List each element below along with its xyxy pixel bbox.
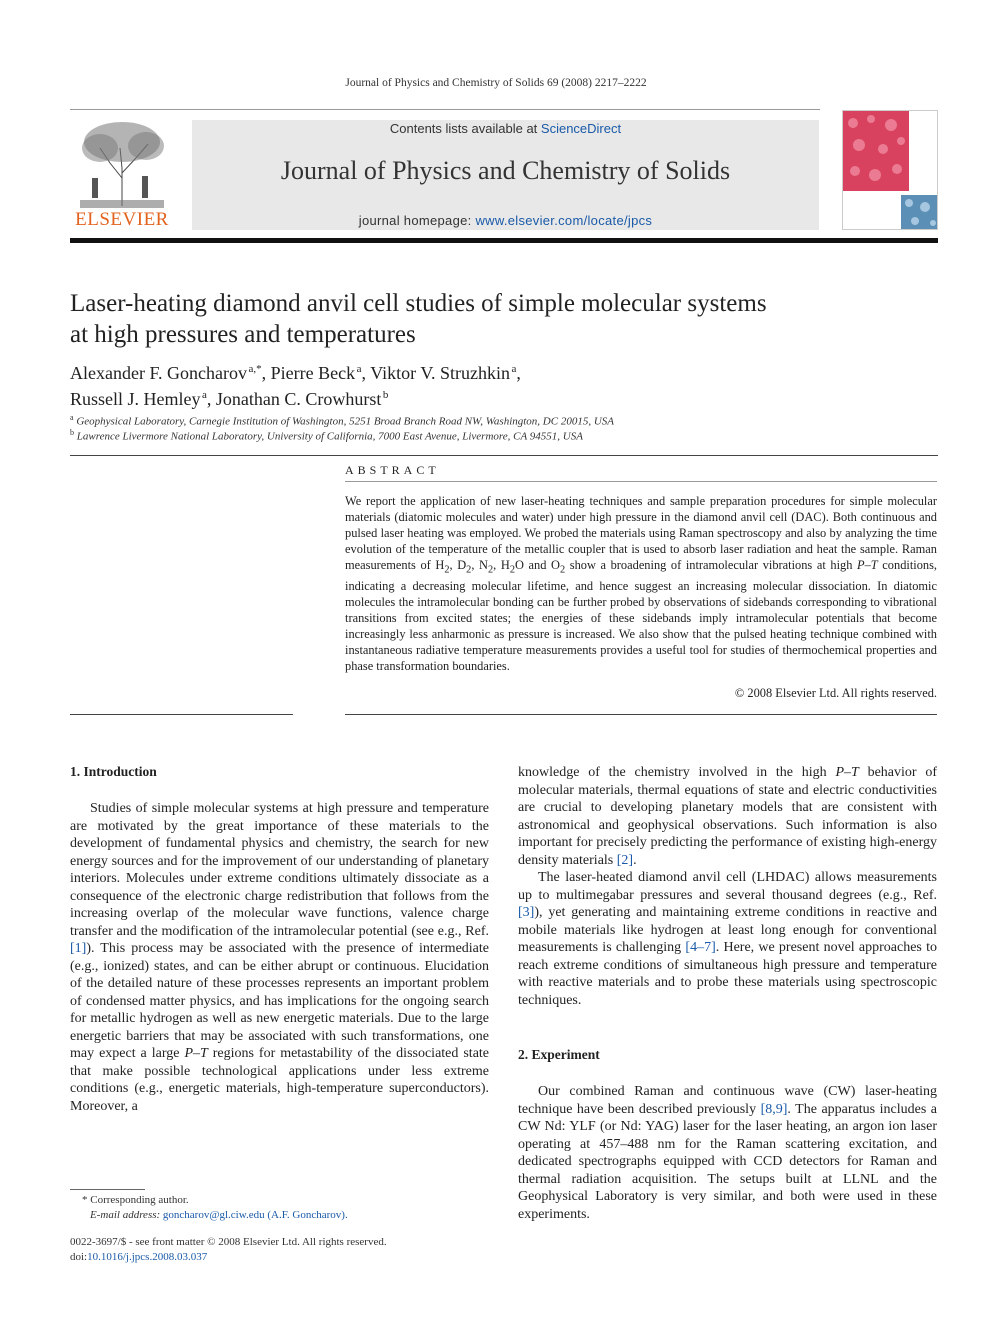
abstract-heading: ABSTRACT (345, 463, 440, 477)
author-affiliation-mark: a,* (248, 363, 262, 375)
reference-link[interactable]: [1] (70, 941, 87, 956)
email-link[interactable]: goncharov@gl.ciw.edu (A.F. Goncharov). (162, 1209, 348, 1221)
intro-continued: knowledge of the chemistry involved in the high P–T behavior of molecular materials, thermal equations of state and electric conductivities are crucial to developing planetary models that are consistent with astronomical and geophysical observations. Such information is also important for precisely predicting the performance of existing high-energy density materials [2]. The laser-heated diamond anvil cell (LHDAC) allows measurements up to multimegabar pressures and several thousand degrees (e.g., Ref. [3]), yet generating and maintaining extreme conditions in reactive and mobile materials like hydrogen at least long enough for conventional measurements is challenging [4–7]. Here, we present novel approaches to reach extreme conditions of simultaneous high pressure and temperature with reactive materials and to probe these materials using spectroscopic techniques. (518, 765, 937, 1008)
article-title (70, 288, 870, 350)
title-line-1: Laser-heating diamond anvil cell studies of simple molecular systems (70, 290, 767, 317)
author-name[interactable]: Jonathan C. Crowhurst (215, 389, 382, 409)
section-heading-introduction: 1. Introduction (70, 764, 157, 779)
contents-prefix: Contents lists available at (389, 121, 541, 136)
reference-link[interactable]: [8,9] (760, 1101, 788, 1117)
reference-link[interactable]: [2] (616, 852, 634, 868)
title-line-2: at high pressures and temperatures (70, 321, 416, 348)
author-affiliation-mark: a (202, 389, 207, 401)
experiment-paragraph: Our combined Raman and continuous wave (CW) laser-heating technique have been described previously [8,9]. The apparatus includes a CW Nd: YLF (or Nd: YAG) laser for the laser heating, an argon ion laser operating at 457–488 nm for the Raman scattering excitation, and dedicated spectrographs equipped with CCD detectors for Raman and thermal radiation acquisition. The setups built at LLNL and the Geophysical Laboratory is very similar, and both were used in these experiments. (518, 1084, 937, 1222)
intro-paragraph: Studies of simple molecular systems at high pressure and temperature are motivated by the great importance of these materials to the development of fundamental physics and chemistry, the search for new energy sources and for the improvement of our understanding of planetary interiors. Molecules under extreme conditions ultimately dissociate as a consequence of the electronic charge redistribution that follows from the increasing overlap of the molecular wave functions, valence charge transfer and the modification of the intramolecular potential (see e.g., Ref. [1]). This process may be associated with the presence of intermediate (e.g., ionized) states, and can be either abrupt or continuous. Elucidation of the detailed nature of these processes represents an important problem of condensed matter physics, and has implications for the ongoing search for metallic hydrogen as well as new energetic materials. Due to the large energetic barriers that may be associated with such transformations, one may expect a large P–T regions for metastability of the dissociated state that make possible technological applications under less extreme conditions (e.g., energetic materials, high-temperature superconductors). Moreover, a (70, 801, 490, 1114)
author-name[interactable]: Alexander F. Goncharov (70, 363, 248, 383)
doi-link[interactable]: 10.1016/j.jpcs.2008.03.037 (87, 1251, 208, 1263)
journal-citation: Journal of Physics and Chemistry of Solids 69 (2008) 2217–2222 (345, 77, 647, 89)
divider (70, 714, 293, 715)
reference-link[interactable]: [4–7] (685, 940, 716, 955)
abstract-text: We report the application of new laser-heating techniques and sample preparation procedures for simple molecular materials (diatomic molecules and water) under high pressure in the diamond anvil cell (DAC). Both continuous and pulsed laser heating was employed. We probed the materials using Raman spectroscopy and also by analyzing the time evolution of the temperature of the metallic coupler that is used to absorb laser radiation and heat the sample. Raman measurements of $H_2$, $D_2$, $N_2$, $H_2O$ and $O_2$ show a broadening of intramolecular vibrations at high P–T conditions, indicating a decreasing molecular lifetime, and hence suggest an increasing molecular dissociation. In diatomic molecules the intramolecular bonding can be further probed by observations of sidebands corresponding to vibrational transitions from excited states; the energies of these sidebands imply intramolecular potentials that become increasingly less anharmonic as pressure is increased. We also show that the pulsed heating technique combined with instantaneous radiative temperature measurements provides a useful tool for studies of thermochemical properties and phase transformation boundaries. (345, 494, 938, 674)
divider (70, 455, 938, 456)
homepage-line (192, 213, 819, 228)
homepage-link[interactable]: www.elsevier.com/locate/jpcs (475, 213, 653, 228)
author-name[interactable]: Pierre Beck (270, 363, 356, 383)
section-heading-experiment: 2. Experiment (518, 1047, 600, 1062)
front-matter-note: 0022-3697/$ - see front matter © 2008 Elsevier Ltd. All rights reserved. doi:10.1016/j.jpcs.2008.03.037 (70, 1236, 387, 1263)
footnote-rule (70, 1189, 145, 1190)
header-rule (70, 109, 820, 110)
affiliation-mark: b (70, 428, 74, 437)
abstract-copyright: © 2008 Elsevier Ltd. All rights reserved. (734, 686, 937, 700)
affiliation-mark: a (70, 413, 74, 422)
author-affiliation-mark: a (356, 363, 362, 375)
author-affiliation-mark: b (382, 389, 389, 401)
reference-link[interactable]: [3] (518, 905, 535, 920)
author-name[interactable]: Viktor V. Struzhkin (370, 363, 510, 383)
divider (345, 714, 937, 715)
affiliation: $^a$ Geophysical Laboratory, Carnegie Institution of Washington, 5251 Broad Branch Road NW, Washington, DC 20015, USA (70, 413, 614, 428)
author-name[interactable]: Russell J. Hemley (70, 389, 201, 409)
authors-line-1: Alexander F. Goncharov $^{a,*}$, Pierre Beck $^a$, Viktor V. Struzhkin $^a$, (70, 363, 521, 383)
authors-line-2: Russell J. Hemley $^a$, Jonathan C. Crowhurst $^b$ (70, 389, 389, 409)
publisher-name: ELSEVIER (75, 209, 169, 230)
journal-cover-image (842, 110, 938, 230)
header-thick-rule (70, 238, 938, 243)
affiliation: $^b$ Lawrence Livermore National Laboratory, University of California, 7000 East Avenue, Livermore, CA 94551, USA (70, 428, 583, 443)
sciencedirect-link[interactable]: ScienceDirect (540, 121, 622, 136)
corresponding-author-note: * Corresponding author. E-mail address: goncharov@gl.ciw.edu (A.F. Goncharov). (82, 1194, 348, 1221)
author-list (70, 358, 870, 410)
journal-title: Journal of Physics and Chemistry of Solids (280, 156, 731, 185)
contents-line (192, 121, 819, 136)
divider (345, 481, 937, 482)
homepage-prefix: journal homepage: (358, 213, 476, 228)
author-affiliation-mark: a (511, 363, 517, 375)
